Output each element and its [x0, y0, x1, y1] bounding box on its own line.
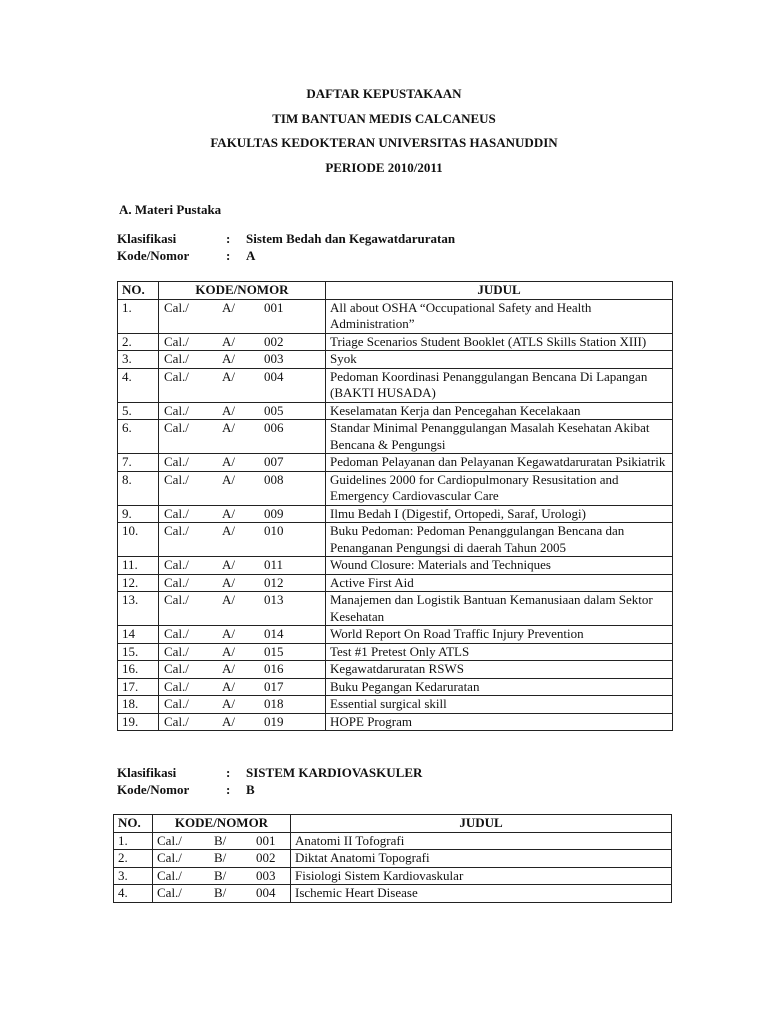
kode-cal: Cal./ [164, 523, 189, 538]
kode-cal: Cal./ [164, 351, 189, 366]
kode-class: A/ [222, 661, 235, 676]
klasifikasi-value: Sistem Bedah dan Kegawatdaruratan [246, 231, 456, 246]
table-row [118, 523, 673, 557]
cell-kode [159, 626, 326, 644]
cell-no: 3. [118, 351, 159, 369]
kode-cal: Cal./ [164, 505, 189, 521]
klasifikasi-label: Klasifikasi [117, 765, 177, 780]
cell-no: 18. [118, 696, 159, 714]
cell-kode [153, 867, 291, 885]
cell-kode [159, 696, 326, 714]
kode-class: A/ [222, 505, 235, 521]
kode-cal: Cal./ [157, 850, 182, 865]
section-heading: A. Materi Pustaka [119, 202, 222, 217]
header-judul: JUDUL [291, 815, 672, 833]
colon: : [226, 782, 231, 797]
kode-cal: Cal./ [164, 402, 189, 418]
cell-judul: Guidelines 2000 for Cardiopulmonary Resusitation and Emergency Cardiovascular Care [326, 471, 673, 505]
title-line-2: TIM BANTUAN MEDIS CALCANEUS [272, 110, 496, 126]
cell-kode [159, 471, 326, 505]
kode-number: 017 [264, 678, 284, 694]
colon: : [226, 231, 231, 246]
cell-judul: Syok [326, 351, 673, 369]
cell-no: 9. [118, 505, 159, 523]
kode-number: 006 [264, 420, 284, 435]
kode-number: 019 [264, 713, 284, 729]
kode-number: 003 [256, 867, 276, 883]
kode-class: B/ [214, 850, 227, 865]
cell-no: 12. [118, 574, 159, 592]
cell-no: 2. [114, 850, 153, 868]
cell-no: 2. [118, 333, 159, 351]
classification-a [117, 231, 455, 265]
cell-kode [159, 351, 326, 369]
cell-no: 1. [118, 299, 159, 333]
table-row [118, 626, 673, 644]
cell-no: 3. [114, 867, 153, 885]
cell-kode [159, 368, 326, 402]
kode-number: 013 [264, 592, 284, 607]
kode-class: A/ [222, 557, 235, 572]
kode-number: 008 [264, 471, 284, 487]
kode-number: 010 [264, 523, 284, 538]
kode-cal: Cal./ [164, 643, 189, 659]
table-row [118, 678, 673, 696]
cell-no: 17. [118, 678, 159, 696]
kode-cal: Cal./ [164, 299, 189, 315]
cell-kode [159, 523, 326, 557]
cell-judul: Ischemic Heart Disease [291, 885, 672, 903]
cell-kode [159, 333, 326, 351]
cell-no: 19. [118, 713, 159, 731]
kode-number: 011 [264, 557, 284, 572]
kode-number: 015 [264, 643, 284, 659]
cell-no: 16. [118, 661, 159, 679]
kode-nomor-label: Kode/Nomor [117, 248, 190, 263]
kode-cal: Cal./ [164, 574, 189, 590]
header-kode: KODE/NOMOR [159, 282, 326, 300]
title-line-3: FAKULTAS KEDOKTERAN UNIVERSITAS HASANUDDIN [210, 135, 558, 150]
cell-kode [159, 454, 326, 472]
cell-judul: Essential surgical skill [326, 696, 673, 714]
kode-number: 001 [256, 832, 276, 848]
table-row [118, 505, 673, 523]
cell-no: 13. [118, 592, 159, 626]
cell-judul: Diktat Anatomi Topografi [291, 850, 672, 868]
kode-number: 004 [264, 368, 284, 384]
kode-number: 001 [264, 299, 284, 315]
table-row [118, 402, 673, 420]
kode-class: B/ [214, 867, 227, 883]
kode-class: A/ [222, 592, 235, 607]
cell-judul: World Report On Road Traffic Injury Prevention [326, 626, 673, 644]
klasifikasi-label: Klasifikasi [117, 231, 177, 246]
cell-kode [153, 850, 291, 868]
kode-cal: Cal./ [164, 713, 189, 729]
table-row [114, 850, 672, 868]
kode-cal: Cal./ [164, 557, 189, 572]
kode-number: 012 [264, 574, 284, 590]
kode-class: A/ [222, 643, 235, 659]
table-row [118, 333, 673, 351]
cell-no: 4. [114, 885, 153, 903]
cell-no: 15. [118, 643, 159, 661]
kode-cal: Cal./ [164, 678, 189, 694]
kode-cal: Cal./ [157, 867, 182, 883]
table-row [118, 557, 673, 575]
kode-cal: Cal./ [164, 368, 189, 384]
cell-judul: Keselamatan Kerja dan Pencegahan Kecelakaan [326, 402, 673, 420]
kode-cal: Cal./ [157, 885, 182, 900]
cell-no: 10. [118, 523, 159, 557]
table-row [118, 592, 673, 626]
table-row [118, 643, 673, 661]
kode-class: A/ [222, 333, 235, 349]
kode-class: A/ [222, 402, 235, 418]
table-row [114, 885, 672, 903]
colon: : [226, 248, 231, 263]
kode-cal: Cal./ [164, 592, 189, 607]
kode-nomor-label: Kode/Nomor [117, 782, 190, 797]
cell-kode [159, 557, 326, 575]
table-b-body [114, 832, 672, 902]
cell-no: 14 [118, 626, 159, 644]
table-row [118, 454, 673, 472]
cell-judul: Kegawatdaruratan RSWS [326, 661, 673, 679]
cell-judul: Pedoman Koordinasi Penanggulangan Bencana Di Lapangan (BAKTI HUSADA) [326, 368, 673, 402]
cell-kode [159, 678, 326, 696]
cell-kode [159, 402, 326, 420]
kode-cal: Cal./ [164, 696, 189, 711]
kode-class: A/ [222, 454, 235, 469]
cell-judul: All about OSHA “Occupational Safety and Health Administration” [326, 299, 673, 333]
cell-kode [159, 420, 326, 454]
cell-judul: Pedoman Pelayanan dan Pelayanan Kegawatdaruratan Psikiatrik [326, 454, 673, 472]
kode-number: 003 [264, 351, 284, 366]
table-row [118, 351, 673, 369]
kode-cal: Cal./ [164, 420, 189, 435]
kode-number: 005 [264, 402, 284, 418]
kode-cal: Cal./ [164, 333, 189, 349]
kode-class: A/ [222, 626, 235, 641]
kode-class: A/ [222, 420, 235, 435]
kode-class: A/ [222, 523, 235, 538]
kode-class: A/ [222, 678, 235, 694]
table-row [118, 368, 673, 402]
kode-number: 002 [256, 850, 276, 865]
cell-kode [159, 713, 326, 731]
klasifikasi-value: SISTEM KARDIOVASKULER [246, 765, 423, 780]
table-row [118, 661, 673, 679]
table-a-body [118, 299, 673, 731]
kode-class: A/ [222, 368, 235, 384]
cell-no: 4. [118, 368, 159, 402]
kode-number: 004 [256, 885, 276, 900]
table-row [114, 832, 672, 850]
cell-judul: Fisiologi Sistem Kardiovaskular [291, 867, 672, 885]
cell-kode [159, 574, 326, 592]
cell-no: 7. [118, 454, 159, 472]
cell-kode [159, 299, 326, 333]
kode-cal: Cal./ [164, 471, 189, 487]
cell-no: 6. [118, 420, 159, 454]
table-header-row [118, 282, 673, 300]
table-row [114, 867, 672, 885]
cell-judul: Test #1 Pretest Only ATLS [326, 643, 673, 661]
cell-judul: HOPE Program [326, 713, 673, 731]
cell-no: 11. [118, 557, 159, 575]
cell-no: 5. [118, 402, 159, 420]
cell-judul: Wound Closure: Materials and Techniques [326, 557, 673, 575]
header-no: NO. [118, 282, 159, 300]
kode-number: 009 [264, 505, 284, 521]
header-kode: KODE/NOMOR [153, 815, 291, 833]
kode-number: 014 [264, 626, 284, 641]
table-row [118, 713, 673, 731]
kode-number: 016 [264, 661, 284, 676]
header-judul: JUDUL [326, 282, 673, 300]
colon: : [226, 765, 231, 780]
title-line-1: DAFTAR KEPUSTAKAAN [306, 86, 462, 101]
kode-cal: Cal./ [164, 626, 189, 641]
cell-judul: Ilmu Bedah I (Digestif, Ortopedi, Saraf, Urologi) [326, 505, 673, 523]
table-row [118, 471, 673, 505]
title-line-4: PERIODE 2010/2011 [325, 159, 443, 175]
table-row [118, 574, 673, 592]
cell-judul: Anatomi II Tofografi [291, 832, 672, 850]
kode-cal: Cal./ [164, 661, 189, 676]
kode-class: A/ [222, 696, 235, 711]
cell-kode [159, 505, 326, 523]
cell-judul: Triage Scenarios Student Booklet (ATLS Skills Station XIII) [326, 333, 673, 351]
cell-no: 1. [114, 832, 153, 850]
kode-number: 007 [264, 454, 284, 469]
table-row [118, 696, 673, 714]
kode-class: A/ [222, 471, 235, 487]
kode-cal: Cal./ [164, 454, 189, 469]
table-header-row [114, 815, 672, 833]
kode-class: A/ [222, 574, 235, 590]
kode-class: A/ [222, 351, 235, 366]
kode-class: A/ [222, 713, 235, 729]
kode-cal: Cal./ [157, 832, 182, 848]
cell-kode [159, 592, 326, 626]
table-row [118, 299, 673, 333]
kode-class: B/ [214, 885, 227, 900]
cell-kode [159, 661, 326, 679]
cell-no: 8. [118, 471, 159, 505]
table-row [118, 420, 673, 454]
kode-number: 018 [264, 696, 284, 711]
cell-judul: Buku Pedoman: Pedoman Penanggulangan Bencana dan Penanganan Pengungsi di daerah Tahun 2005 [326, 523, 673, 557]
cell-judul: Standar Minimal Penanggulangan Masalah Kesehatan Akibat Bencana & Pengungsi [326, 420, 673, 454]
kode-nomor-value: B [246, 782, 255, 797]
cell-judul: Buku Pegangan Kedaruratan [326, 678, 673, 696]
kode-class: B/ [214, 832, 227, 848]
cell-kode [153, 832, 291, 850]
cell-kode [153, 885, 291, 903]
kode-class: A/ [222, 299, 235, 315]
header-no: NO. [114, 815, 153, 833]
classification-b [117, 765, 422, 799]
table-b [113, 814, 672, 903]
cell-judul: Manajemen dan Logistik Bantuan Kemanusiaan dalam Sektor Kesehatan [326, 592, 673, 626]
table-a [117, 281, 673, 731]
document-title [0, 86, 768, 184]
cell-judul: Active First Aid [326, 574, 673, 592]
kode-nomor-value: A [246, 248, 256, 263]
kode-number: 002 [264, 333, 284, 349]
cell-kode [159, 643, 326, 661]
